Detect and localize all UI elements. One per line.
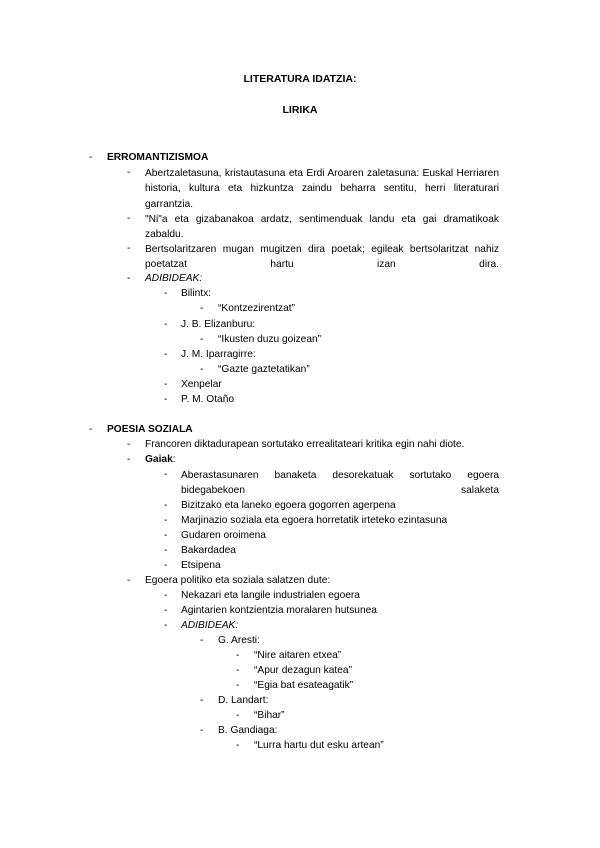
sub-item: Agintarien kontzientzia moralaren hutsunea [181,605,377,616]
item-dash: - [127,243,131,254]
topic-item: Aberastasunaren banaketa desorekatuak sortutako egoera bidegabekoen salaketa [181,470,499,497]
sub-item: Nekazari eta langile industrialen egoera [181,590,360,601]
item-dash: - [236,710,240,721]
topic-item: Marjinazio soziala eta egoera horretatik irteteko ezintasuna [181,515,448,526]
work-title: “Ikusten duzu goizean” [218,334,322,345]
item-dash: - [200,303,204,314]
document-subtitle: LIRIKA [282,104,318,116]
item-dash: - [236,665,240,676]
list-item: Abertzaletasuna, kristautasuna eta Erdi Aroaren zaletasuna: Euskal Herriaren historia, kultura eta hizkuntza zaindu beharra sentitu, herri literaturari garrantzia. [145,168,499,210]
work-title: “Lurra hartu dut esku artean” [254,740,384,751]
author-name: B. Gandiaga: [218,725,278,736]
gaiak-heading [145,453,176,466]
list-item: Bertsolaritzaren mugan mugitzen dira poetak; egileak bertsolaritzat nahiz poetatzat hartu izan dira. [145,244,499,271]
item-dash: - [164,605,168,616]
topic-item: Gudaren oroimena [181,530,266,541]
item-dash: - [164,288,168,299]
item-dash: - [127,454,131,465]
item-dash: - [127,439,131,450]
item-dash: - [127,273,131,284]
item-dash: - [164,515,168,526]
gaiak-colon: : [172,454,176,465]
item-dash: - [200,364,204,375]
author-name: J. M. Iparragirre: [181,349,256,360]
item-dash: - [164,394,168,405]
item-dash: - [164,469,168,480]
topic-item: Bakardadea [181,545,236,556]
item-dash: - [127,575,131,586]
topic-item: Etsipena [181,560,221,571]
document-title: LITERATURA IDATZIA: [243,73,357,85]
section-heading-erromantizismoa: ERROMANTIZISMOA [107,152,209,163]
list-item: Egoera politiko eta soziala salatzen dute: [145,575,331,586]
item-dash: - [164,379,168,390]
item-dash: - [236,680,240,691]
work-title: “Egia bat esateagatik” [254,680,354,691]
author-name: Bilintx: [181,288,212,299]
author-name: D. Landart: [218,695,269,706]
work-title: “Nire aitaren etxea” [254,650,342,661]
list-item: "Ni"a eta gizabanakoa ardatz, sentimenduak landu eta gai dramatikoak zabaldu. [145,214,499,241]
item-dash: - [200,695,204,706]
work-title: “Gazte gaztetatikan” [218,364,310,375]
item-dash: - [164,620,168,631]
work-title: “Bihar” [254,710,285,721]
item-dash: - [200,635,204,646]
section-bullet: - [89,152,93,163]
item-dash: - [164,530,168,541]
work-title: “Apur dezagun katea” [254,665,352,676]
item-dash: - [164,319,168,330]
item-dash: - [236,650,240,661]
topic-item: Bizitzako eta laneko egoera gogorren agerpena [181,500,396,511]
item-dash: - [127,167,131,178]
author-name: J. B. Elizanburu: [181,319,256,330]
item-dash: - [164,545,168,556]
gaiak-label: Gaiak [145,454,173,465]
item-dash: - [127,213,131,224]
section-bullet: - [89,424,93,435]
author-name: G. Aresti: [218,635,260,646]
examples-label: ADIBIDEAK: [181,620,239,631]
item-dash: - [164,590,168,601]
author-name: Xenpelar [181,379,222,390]
item-dash: - [200,334,204,345]
examples-label: ADIBIDEAK: [145,273,203,284]
work-title: “Kontzezirentzat” [218,303,296,314]
section-heading-poesia-soziala: POESIA SOZIALA [107,424,193,435]
list-item: Francoren diktadurapean sortutako errealitateari kritika egin nahi diote. [145,439,465,450]
item-dash: - [164,500,168,511]
item-dash: - [164,560,168,571]
item-dash: - [200,725,204,736]
author-name: P. M. Otaño [181,394,235,405]
item-dash: - [164,349,168,360]
item-dash: - [236,740,240,751]
